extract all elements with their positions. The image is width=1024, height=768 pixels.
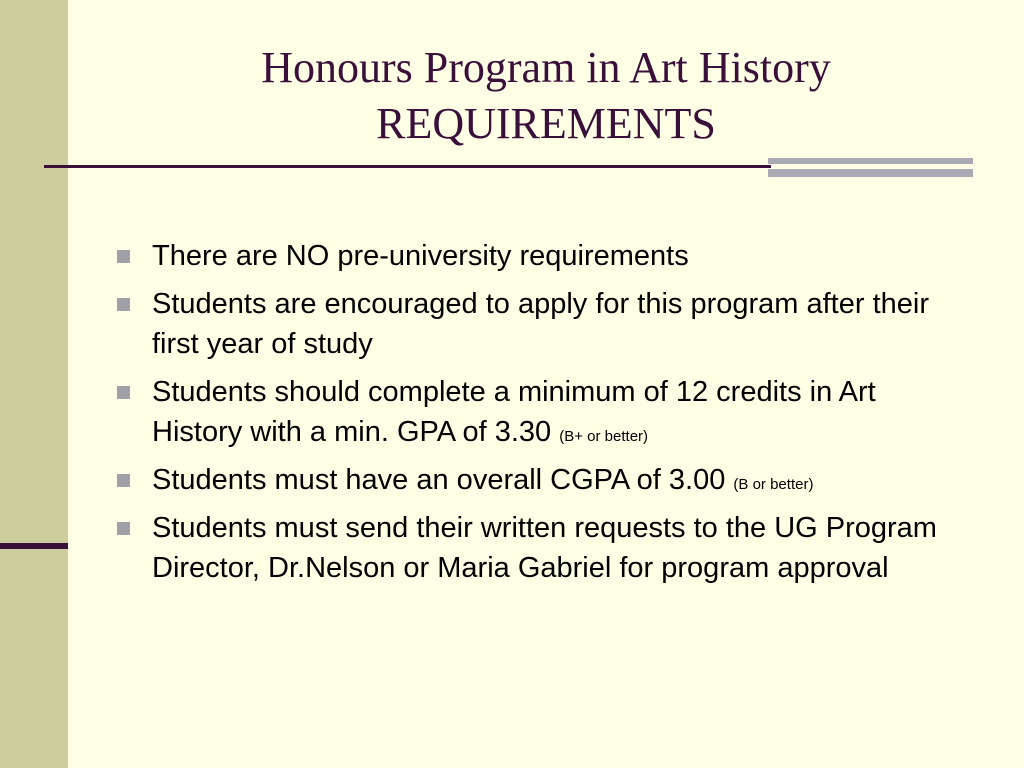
bullet-text: Students must have an overall CGPA of 3.00	[152, 464, 726, 496]
list-item	[112, 508, 972, 588]
bullet-text: Students must send their written requests to the UG Program Director, Dr.Nelson or Maria Gabriel for program approval	[152, 512, 937, 584]
list-item	[112, 236, 972, 276]
square-bullet-icon	[117, 250, 130, 263]
title-line-1: Honours Program in Art History	[261, 43, 831, 92]
requirements-list	[112, 236, 972, 596]
bullet-text: Students are encouraged to apply for this program after their first year of study	[152, 288, 929, 360]
list-item	[112, 284, 972, 364]
rule-accent-bar-top	[768, 158, 973, 164]
square-bullet-icon	[117, 386, 130, 399]
rule-accent-bar-bottom	[768, 169, 973, 177]
square-bullet-icon	[117, 474, 130, 487]
left-accent-bar	[0, 543, 68, 549]
title-rule-accent	[768, 158, 973, 179]
bullet-note: (B or better)	[733, 476, 814, 493]
list-item	[112, 460, 972, 500]
bullet-note: (B+ or better)	[559, 428, 649, 445]
bullet-text: There are NO pre-university requirements	[152, 240, 689, 272]
slide-title	[68, 40, 1024, 152]
title-underline	[44, 165, 771, 168]
title-line-2: REQUIREMENTS	[376, 99, 716, 148]
list-item	[112, 372, 972, 452]
square-bullet-icon	[117, 298, 130, 311]
bullet-text: Students should complete a minimum of 12 credits in Art History with a min. GPA of 3.30	[152, 376, 876, 448]
square-bullet-icon	[117, 522, 130, 535]
left-decorative-band	[0, 0, 68, 768]
